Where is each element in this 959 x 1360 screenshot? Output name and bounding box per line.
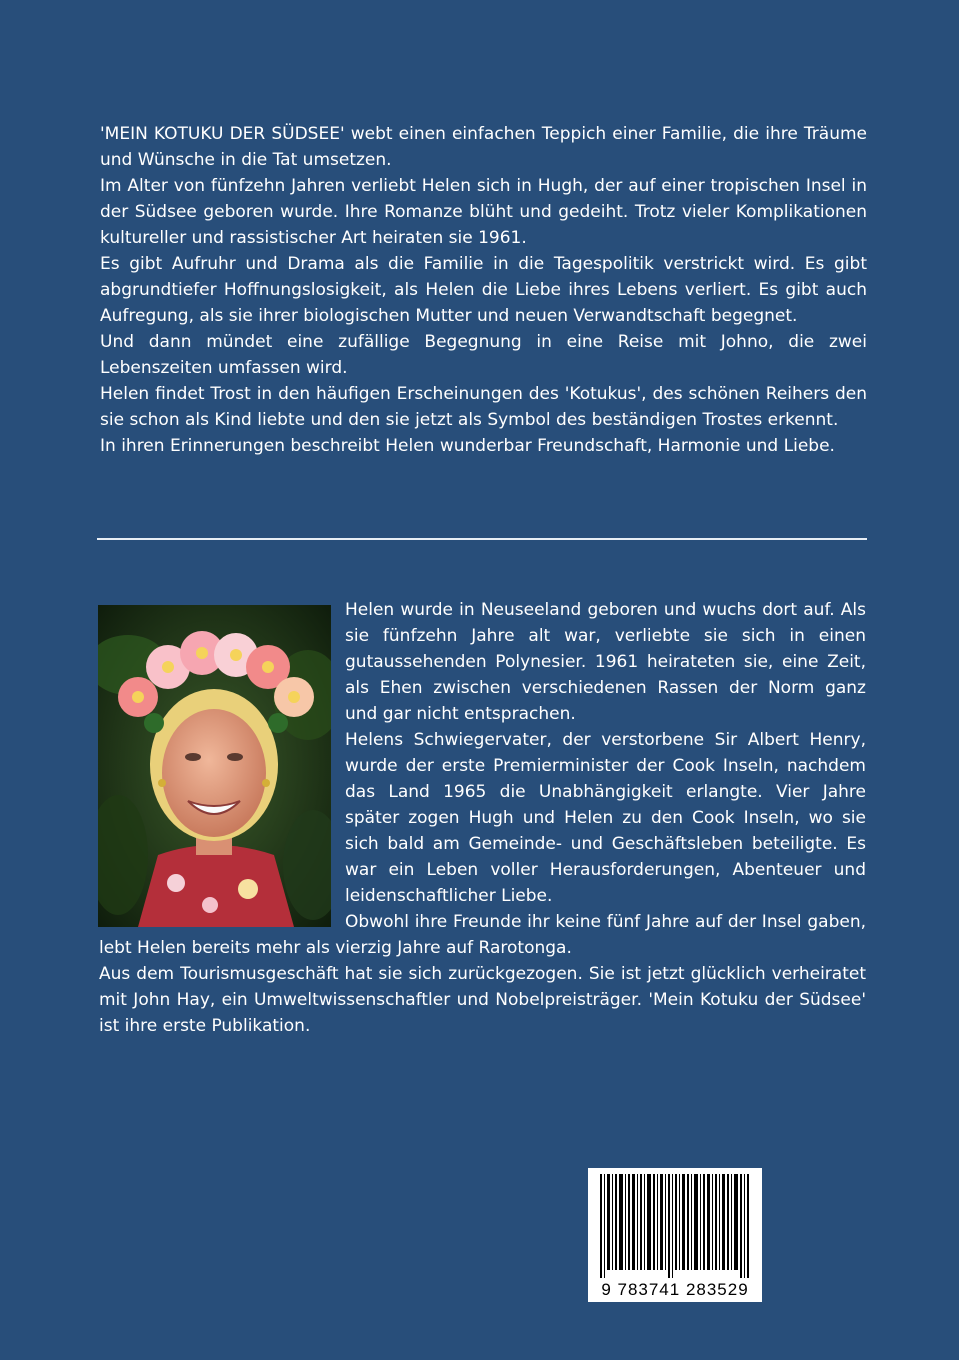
barcode-bars	[600, 1174, 750, 1278]
bio-paragraph-3: Obwohl ihre Freunde ihr keine fünf Jahre auf der Insel gaben, lebt Helen bereits mehr als vierzig Jahre auf Rarotonga.	[99, 912, 866, 958]
blurb-paragraph-1: 'MEIN KOTUKU DER SÜDSEE' webt einen einfachen Teppich einer Familie, die ihre Träume und Wünsche in die Tat umsetzen.	[100, 124, 867, 170]
section-divider	[97, 538, 867, 540]
blurb-paragraph-6: In ihren Erinnerungen beschreibt Helen wunderbar Freundschaft, Harmonie und Liebe.	[100, 436, 835, 456]
blurb-paragraph-4: Und dann mündet eine zufällige Begegnung in eine Reise mit Johno, die zwei Lebenszeiten umfassen wird.	[100, 332, 867, 378]
blurb-text	[100, 121, 867, 459]
blurb-paragraph-5: Helen findet Trost in den häufigen Erscheinungen des 'Kotukus', des schönen Reihers den sie schon als Kind liebte und den sie jetzt als Symbol des beständigen Trostes erkennt.	[100, 384, 867, 430]
isbn-number: 9 783741 283529	[601, 1280, 749, 1299]
isbn-barcode	[588, 1168, 762, 1302]
blurb-paragraph-2: Im Alter von fünfzehn Jahren verliebt Helen sich in Hugh, der auf einer tropischen Insel in der Südsee geboren wurde. Ihre Romanze blüht und gedeiht. Trotz vieler Komplikationen kultureller und rassistischer Art heiraten sie 1961.	[100, 176, 867, 248]
bio-paragraph-1: Helen wurde in Neuseeland geboren und wuchs dort auf. Als sie fünfzehn Jahre alt war, verliebte sie sich in einen gutaussehenden Polynesier. 1961 heirateten sie, eine Zeit, als Ehen zwischen verschiedenen Rassen der Norm ganz und gar nicht entsprachen.	[345, 600, 866, 724]
blurb-paragraph-3: Es gibt Aufruhr und Drama als die Familie in die Tagespolitik verstrickt wird. Es gibt abgrundtiefer Hoffnungslosigkeit, als Helen die Liebe ihres Lebens verliert. Es gibt auch Aufregung, als sie ihrer biologischen Mutter und neuen Verwandtschaft begegnet.	[100, 254, 867, 326]
author-bio	[99, 597, 866, 1039]
bio-paragraph-2: Helens Schwiegervater, der verstorbene Sir Albert Henry, wurde der erste Premierminister der Cook Inseln, nachdem das Land 1965 die Unabhängigkeit erlangte. Vier Jahre später zogen Hugh und Helen zu den Cook Inseln, wo sie sich bald am Gemeinde- und Geschäftsleben beteiligte. Es war ein Leben voller Herausforderungen, Abenteuer und leidenschaftlicher Liebe.	[345, 730, 866, 906]
bio-paragraph-4: Aus dem Tourismusgeschäft hat sie sich zurückgezogen. Sie ist jetzt glücklich verheiratet mit John Hay, ein Umweltwissenschaftler und Nobelpreisträger. 'Mein Kotuku der Südsee' ist ihre erste Publikation.	[99, 964, 866, 1036]
portrait-spacer	[99, 597, 345, 932]
